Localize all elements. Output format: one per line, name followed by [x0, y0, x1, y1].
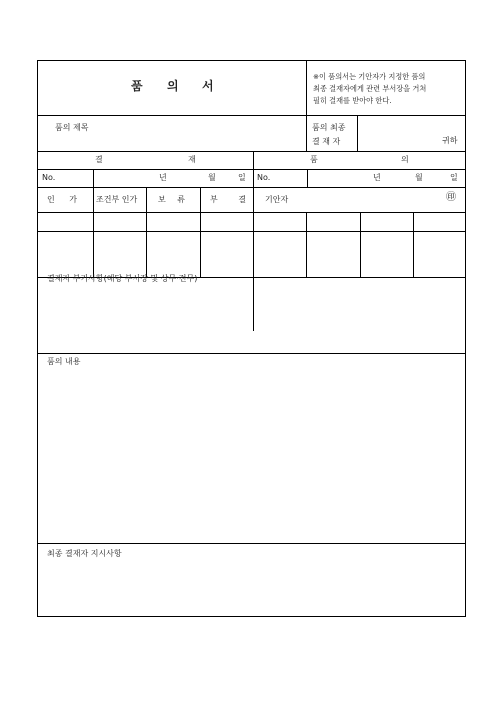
decision-conditional-label: 조건부 인가 [96, 195, 138, 204]
proposal-date-year: 년 [373, 173, 381, 182]
signature-box-conditional[interactable] [93, 231, 146, 277]
title-char-3: 서 [202, 79, 214, 93]
approval-header-char-2: 재 [188, 155, 196, 164]
signature-box-reject[interactable] [200, 231, 253, 277]
signature-box-proposal-1[interactable] [253, 231, 306, 277]
subject-label: 품의 제목 [55, 123, 89, 132]
signature-box-approve[interactable] [38, 231, 93, 277]
approval-header-char-1: 결 [95, 155, 103, 164]
proposal-date[interactable] [307, 169, 465, 187]
approver-notes-label: 결재자 부기사항(해당 부서장 및 상무·전무) [47, 274, 198, 283]
content-field[interactable] [38, 353, 465, 543]
subject-field[interactable] [38, 115, 306, 151]
signature-box-proposal-2[interactable] [306, 231, 360, 277]
note-line-2: 최종 결재자에게 관련 부서장을 거쳐 [313, 84, 427, 93]
instruction-note [313, 71, 463, 111]
proposal-header [253, 151, 465, 169]
signature-box-proposal-4[interactable] [413, 231, 465, 277]
final-instructions-field[interactable] [38, 543, 465, 616]
title-char-2: 의 [167, 79, 179, 93]
proposal-header-char-1: 품 [310, 155, 318, 164]
decision-hold-label: 보 류 [158, 195, 185, 204]
note-line-1: ※이 품의서는 기안자가 지정한 품의 [313, 72, 426, 81]
approval-date-month: 월 [208, 173, 216, 182]
decision-reject-label: 부 결 [210, 195, 246, 204]
decision-approve-label: 인 가 [47, 195, 77, 204]
approval-no-label: No. [42, 173, 56, 182]
note-line-3: 필히 결재를 받아야 한다. [313, 96, 392, 105]
proposal-header-char-2: 의 [401, 155, 409, 164]
seal-icon: ㊞ [446, 192, 456, 203]
form-title [38, 61, 306, 115]
approval-date-year: 년 [159, 173, 167, 182]
approval-date-day: 일 [238, 173, 246, 182]
final-instructions-label: 최종 결재자 지시사항 [47, 549, 122, 558]
drafter-label: 기안자 [265, 195, 289, 204]
approval-request-form [37, 60, 466, 617]
signature-box-proposal-3[interactable] [360, 231, 413, 277]
proposal-no-label: No. [257, 173, 271, 182]
proposal-date-day: 일 [450, 173, 458, 182]
final-approver-label-line-2: 결 재 자 [312, 137, 341, 146]
approval-date[interactable] [93, 169, 253, 187]
signature-box-hold[interactable] [146, 231, 200, 277]
content-label: 품의 내용 [47, 357, 81, 366]
title-char-1: 품 [131, 79, 143, 93]
honorific-label: 귀하 [442, 136, 458, 145]
final-approver-label [312, 123, 357, 147]
proposal-date-month: 월 [415, 173, 423, 182]
final-approver-label-line-1: 품의 최종 [312, 123, 346, 132]
approver-notes-field[interactable] [38, 277, 465, 353]
approval-header [38, 151, 253, 169]
